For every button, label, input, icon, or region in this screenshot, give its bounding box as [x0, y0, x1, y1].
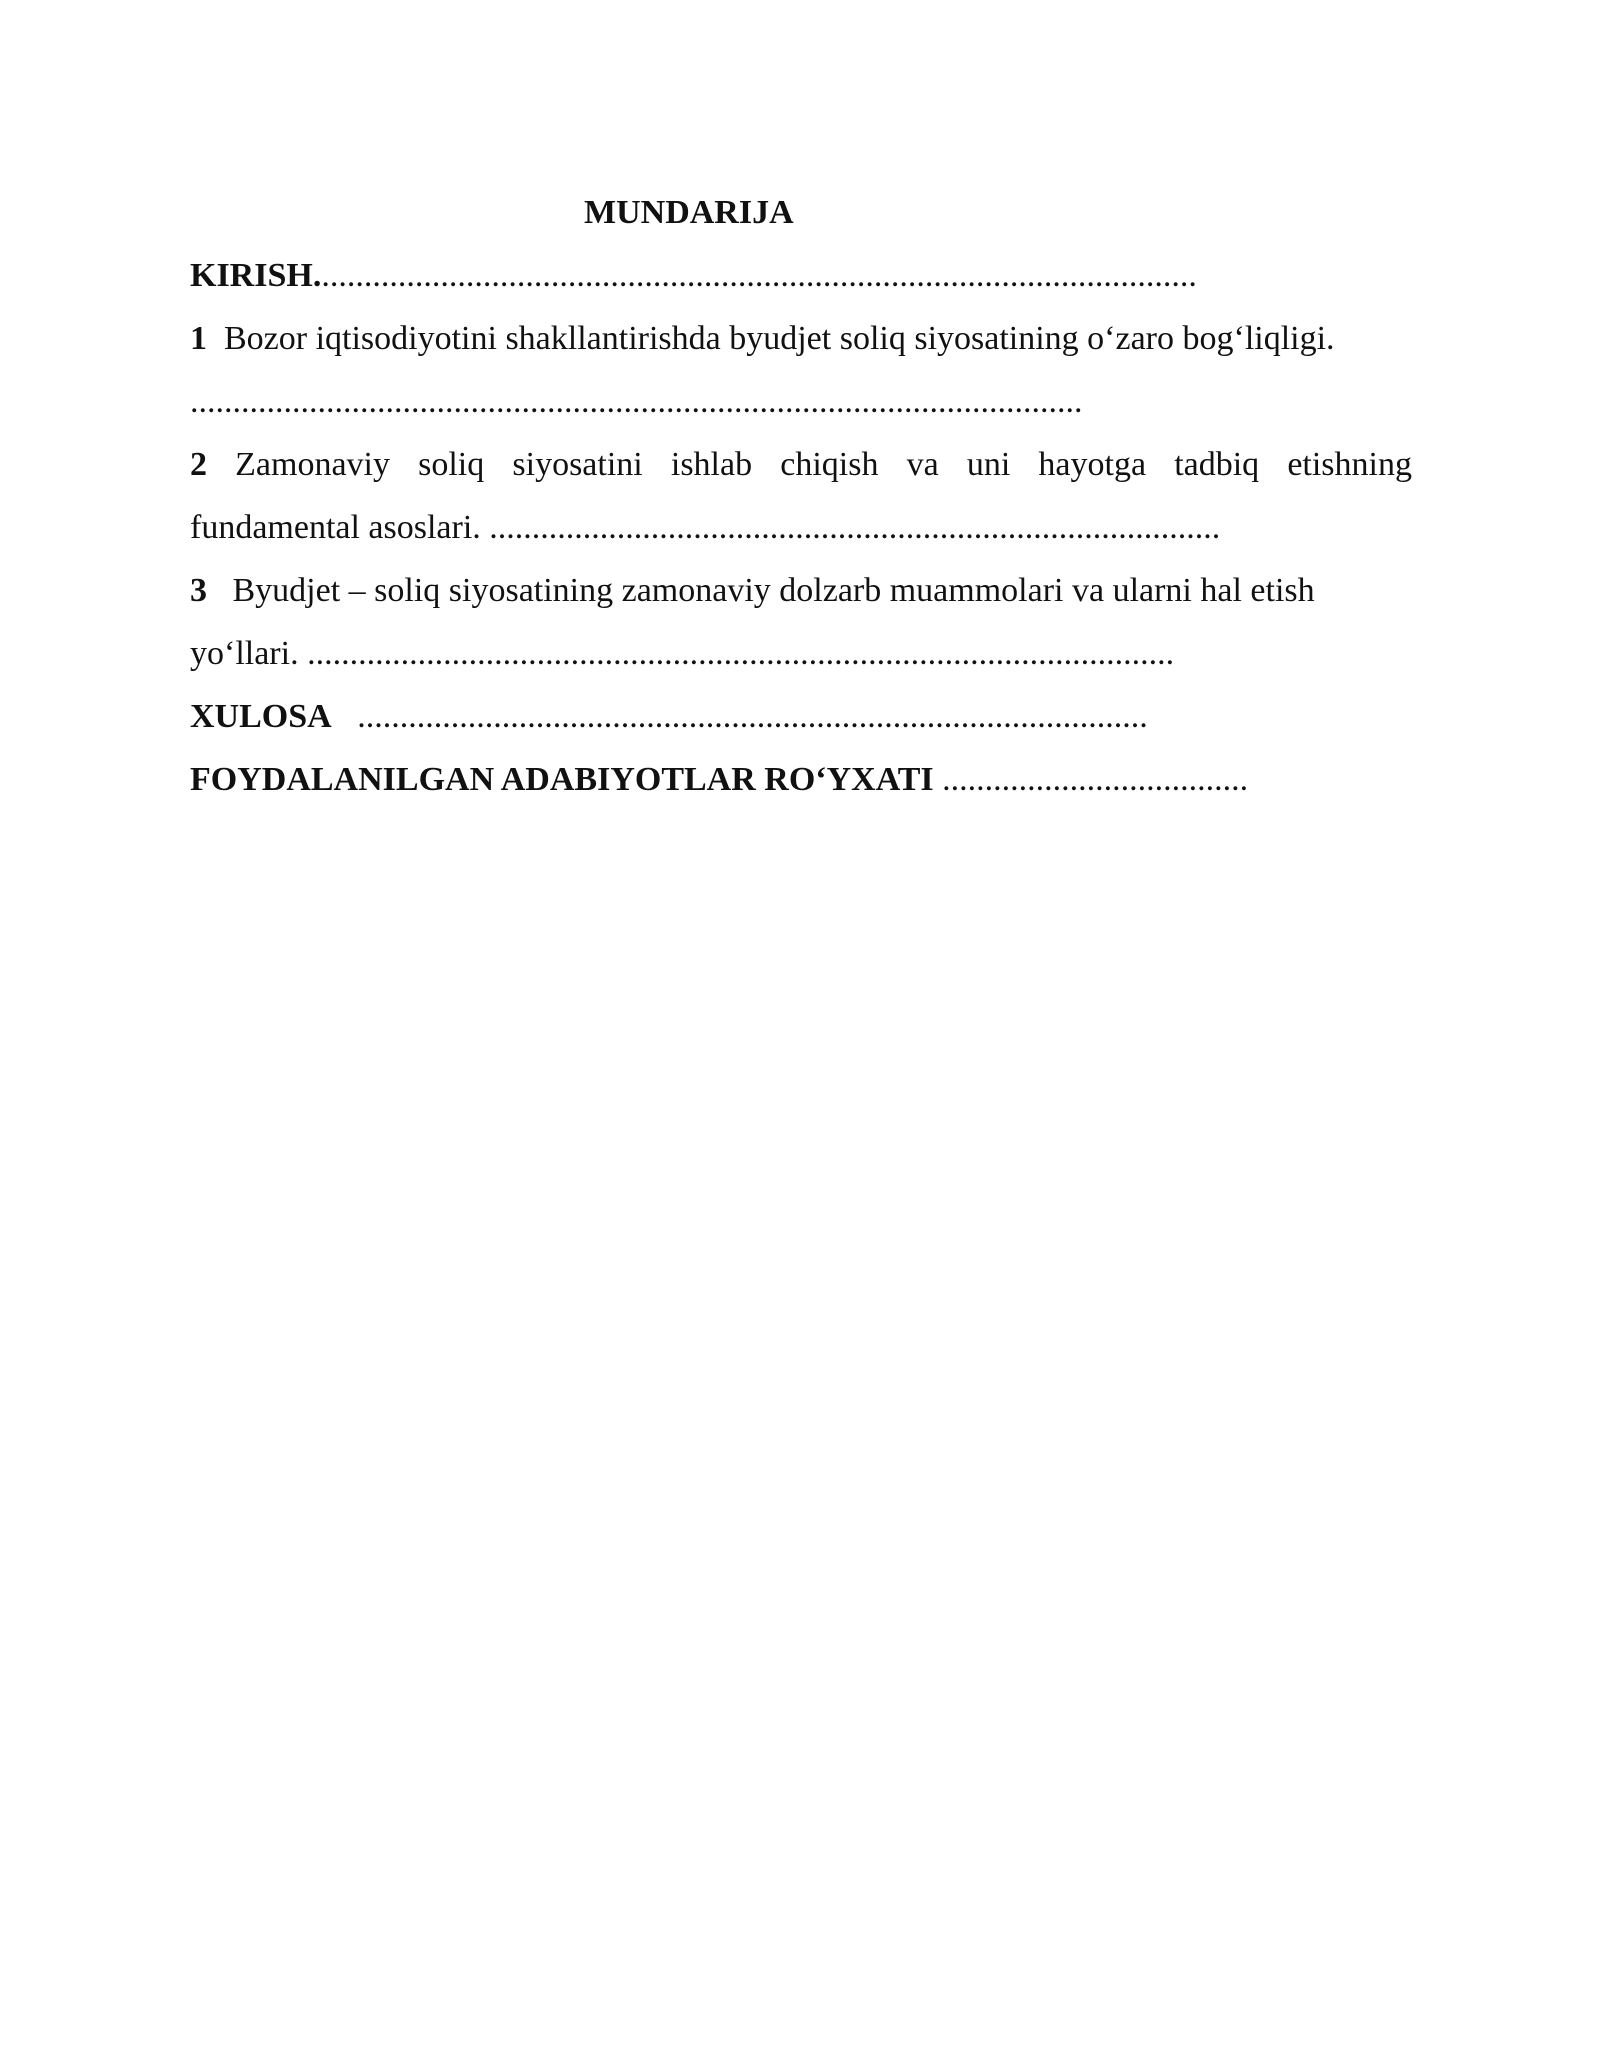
- section-title-word: hayotga: [1038, 446, 1147, 483]
- toc-label-kirish: KIRISH.: [190, 257, 322, 294]
- toc-entry-section-3-cont: [190, 622, 1412, 685]
- toc-entry-section-2: [190, 433, 1412, 496]
- section-title-word: tadbiq: [1174, 446, 1260, 483]
- toc-leader-dots: .............................................................................................: [357, 698, 1148, 735]
- toc-leader-dots: .........................................................................................................: [190, 383, 1083, 420]
- page-title: MUNDARIJA: [584, 194, 794, 231]
- section-title-word: Zamonaviy: [235, 446, 390, 483]
- section-number: 3: [190, 572, 207, 609]
- toc-leader-dots: ......................................................................................................: [307, 635, 1175, 672]
- toc-entry-section-1-leader: [190, 370, 1412, 433]
- toc-entry-xulosa: [190, 685, 1412, 748]
- section-title-word: ishlab: [670, 446, 753, 483]
- section-title-word: va: [906, 446, 939, 483]
- toc-entry-section-1: [190, 307, 1412, 370]
- section-title-word: uni: [966, 446, 1011, 483]
- section-title-word: etishning: [1287, 446, 1412, 483]
- toc-leader-dots: ....................................: [942, 761, 1249, 798]
- toc-label-adabiyotlar: FOYDALANILGAN ADABIYOTLAR RO‘YXATI: [190, 761, 934, 798]
- section-title-cont: fundamental asoslari.: [190, 509, 481, 546]
- section-title-word: siyosatini: [512, 446, 643, 483]
- section-title-word: soliq: [418, 446, 485, 483]
- section-number: 2: [190, 446, 207, 483]
- section-number: 1: [190, 320, 207, 357]
- table-of-contents: [190, 182, 1412, 811]
- toc-leader-dots: .......................................................................................................: [321, 257, 1197, 294]
- toc-entry-section-3: [190, 559, 1412, 622]
- toc-label-xulosa: XULOSA: [190, 698, 332, 735]
- toc-entry-kirish: [190, 244, 1412, 307]
- section-title: Byudjet – soliq siyosatining zamonaviy dolzarb muammolari va ularni hal etish: [232, 572, 1315, 609]
- section-title-word: chiqish: [780, 446, 879, 483]
- section-title: Bozor iqtisodiyotini shakllantirishda byudjet soliq siyosatining o‘zaro bog‘liqligi.: [224, 320, 1335, 357]
- toc-entry-adabiyotlar: [190, 748, 1412, 811]
- toc-leader-dots: ......................................................................................: [489, 509, 1221, 546]
- section-title-cont: yo‘llari.: [190, 635, 299, 672]
- toc-entry-section-2-cont: [190, 496, 1412, 559]
